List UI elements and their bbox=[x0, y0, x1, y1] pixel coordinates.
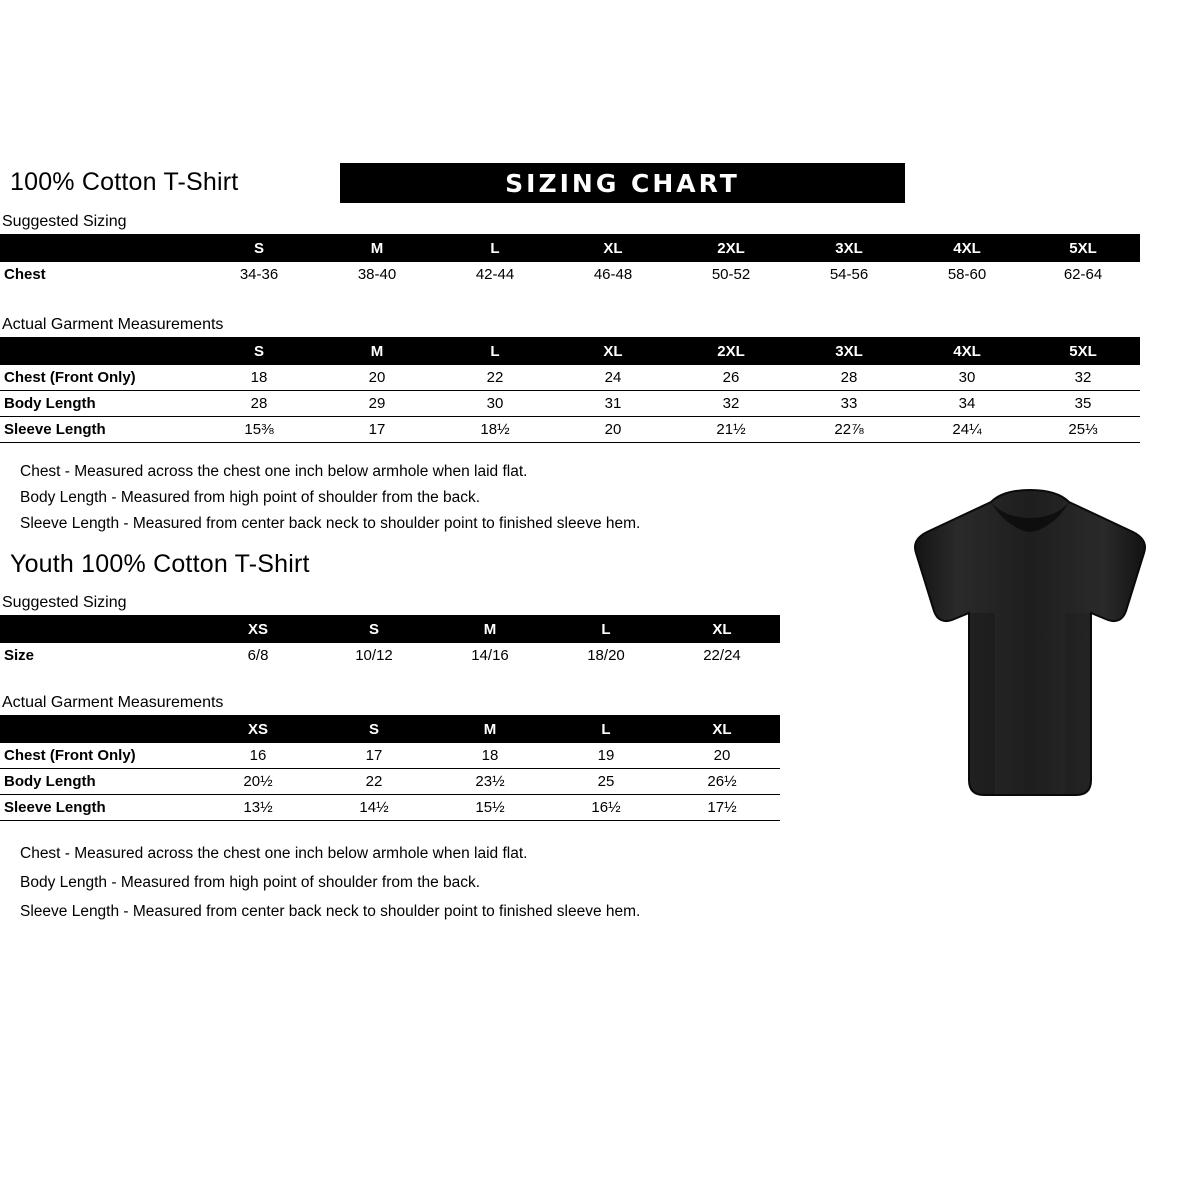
cell-sleeve-xl: 20 bbox=[604, 421, 622, 438]
cell-bodylength-5xl: 35 bbox=[1074, 395, 1092, 412]
cell-chestfront-m: 20 bbox=[368, 369, 386, 386]
cell-sleeve-3xl: 22⅞ bbox=[834, 421, 864, 438]
product-image bbox=[895, 480, 1165, 810]
col-head-m: M bbox=[432, 715, 548, 743]
col-head-xl: XL bbox=[664, 715, 780, 743]
cell-chest-5xl: 62-64 bbox=[1063, 266, 1103, 283]
col-head-m: M bbox=[318, 337, 436, 365]
adult-actual-measurements-label: Actual Garment Measurements bbox=[2, 316, 224, 333]
cell-bodylength-s: 22 bbox=[365, 773, 383, 790]
col-head-s: S bbox=[316, 715, 432, 743]
cell-size-l: 18/20 bbox=[587, 647, 625, 664]
col-head-4xl: 4XL bbox=[908, 337, 1026, 365]
adult-section-title: 100% Cotton T-Shirt bbox=[10, 168, 239, 196]
col-head-m: M bbox=[318, 234, 436, 262]
cell-chestfront-xl: 20 bbox=[713, 747, 731, 764]
row-label-body-length: Body Length bbox=[4, 773, 96, 790]
col-head-5xl: 5XL bbox=[1026, 234, 1140, 262]
cell-chestfront-s: 18 bbox=[250, 369, 268, 386]
table-header-row bbox=[0, 715, 780, 743]
col-head-xs: XS bbox=[200, 615, 316, 643]
col-head-blank bbox=[0, 337, 200, 365]
adult-note-sleeve-length: Sleeve Length - Measured from center back neck to shoulder point to finished sleeve hem. bbox=[20, 515, 641, 532]
cell-chestfront-5xl: 32 bbox=[1074, 369, 1092, 386]
cell-sleeve-l: 16½ bbox=[591, 799, 621, 816]
cell-sleeve-m: 17 bbox=[368, 421, 386, 438]
cell-sleeve-s: 14½ bbox=[359, 799, 389, 816]
col-head-5xl: 5XL bbox=[1026, 337, 1140, 365]
cell-bodylength-l: 25 bbox=[597, 773, 615, 790]
col-head-2xl: 2XL bbox=[672, 234, 790, 262]
cell-size-m: 14/16 bbox=[471, 647, 509, 664]
col-head-xl: XL bbox=[554, 234, 672, 262]
adult-note-body-length: Body Length - Measured from high point of shoulder from the back. bbox=[20, 489, 481, 506]
cell-size-s: 10/12 bbox=[355, 647, 393, 664]
youth-note-chest: Chest - Measured across the chest one inch below armhole when laid flat. bbox=[20, 845, 528, 862]
table-row bbox=[0, 743, 780, 769]
col-head-3xl: 3XL bbox=[790, 234, 908, 262]
row-label-chest-front-only: Chest (Front Only) bbox=[4, 369, 136, 386]
cell-bodylength-xl: 26½ bbox=[707, 773, 737, 790]
sizing-chart-banner-label: SIZING CHART bbox=[505, 168, 740, 198]
youth-actual-measurements-table bbox=[0, 715, 780, 821]
cell-bodylength-m: 29 bbox=[368, 395, 386, 412]
table-header-row bbox=[0, 337, 1140, 365]
cell-sleeve-2xl: 21½ bbox=[716, 421, 746, 438]
col-head-m: M bbox=[432, 615, 548, 643]
cell-sleeve-4xl: 24¼ bbox=[952, 421, 982, 438]
cell-size-xl: 22/24 bbox=[703, 647, 741, 664]
cell-sleeve-5xl: 25⅓ bbox=[1068, 421, 1098, 438]
col-head-xl: XL bbox=[554, 337, 672, 365]
col-head-3xl: 3XL bbox=[790, 337, 908, 365]
table-row bbox=[0, 643, 780, 668]
cell-bodylength-xl: 31 bbox=[604, 395, 622, 412]
row-label-sleeve-length: Sleeve Length bbox=[4, 421, 106, 438]
cell-chest-xl: 46-48 bbox=[593, 266, 633, 283]
cell-chestfront-2xl: 26 bbox=[722, 369, 740, 386]
adult-suggested-sizing-label: Suggested Sizing bbox=[2, 213, 127, 230]
cell-chestfront-xs: 16 bbox=[249, 747, 267, 764]
col-head-s: S bbox=[200, 337, 318, 365]
cell-sleeve-s: 15⅜ bbox=[244, 421, 274, 438]
row-label-chest-front-only: Chest (Front Only) bbox=[4, 747, 136, 764]
table-header-row bbox=[0, 615, 780, 643]
cell-sleeve-xl: 17½ bbox=[707, 799, 737, 816]
row-label-body-length: Body Length bbox=[4, 395, 96, 412]
cell-bodylength-4xl: 34 bbox=[958, 395, 976, 412]
col-head-xl: XL bbox=[664, 615, 780, 643]
youth-actual-measurements-label: Actual Garment Measurements bbox=[2, 694, 224, 711]
cell-bodylength-l: 30 bbox=[486, 395, 504, 412]
youth-suggested-sizing-label: Suggested Sizing bbox=[2, 594, 127, 611]
table-row bbox=[0, 795, 780, 821]
cell-bodylength-xs: 20½ bbox=[243, 773, 273, 790]
cell-chestfront-4xl: 30 bbox=[958, 369, 976, 386]
row-label-size: Size bbox=[4, 647, 35, 664]
col-head-l: L bbox=[436, 234, 554, 262]
col-head-2xl: 2XL bbox=[672, 337, 790, 365]
table-row bbox=[0, 417, 1140, 443]
col-head-xs: XS bbox=[200, 715, 316, 743]
adult-note-chest: Chest - Measured across the chest one inch below armhole when laid flat. bbox=[20, 463, 528, 480]
row-label-chest: Chest bbox=[4, 266, 46, 283]
adult-actual-measurements-table bbox=[0, 337, 1140, 443]
table-row bbox=[0, 365, 1140, 391]
table-row bbox=[0, 391, 1140, 417]
cell-chest-4xl: 58-60 bbox=[947, 266, 987, 283]
cell-chestfront-l: 19 bbox=[597, 747, 615, 764]
table-row bbox=[0, 262, 1140, 287]
col-head-l: L bbox=[548, 715, 664, 743]
youth-section-title: Youth 100% Cotton T-Shirt bbox=[10, 550, 310, 578]
cell-bodylength-2xl: 32 bbox=[722, 395, 740, 412]
cell-chestfront-s: 17 bbox=[365, 747, 383, 764]
cell-chest-m: 38-40 bbox=[357, 266, 397, 283]
col-head-l: L bbox=[436, 337, 554, 365]
cell-sleeve-xs: 13½ bbox=[243, 799, 273, 816]
col-head-4xl: 4XL bbox=[908, 234, 1026, 262]
sizing-chart-banner bbox=[340, 163, 905, 203]
t-shirt-icon bbox=[895, 480, 1165, 810]
table-header-row bbox=[0, 234, 1140, 262]
cell-sleeve-l: 18½ bbox=[480, 421, 510, 438]
youth-note-sleeve-length: Sleeve Length - Measured from center back neck to shoulder point to finished sleeve hem. bbox=[20, 903, 641, 920]
cell-chestfront-l: 22 bbox=[486, 369, 504, 386]
cell-size-xs: 6/8 bbox=[247, 647, 269, 664]
youth-note-body-length: Body Length - Measured from high point of shoulder from the back. bbox=[20, 874, 481, 891]
table-row bbox=[0, 769, 780, 795]
cell-chest-l: 42-44 bbox=[475, 266, 515, 283]
cell-chest-s: 34-36 bbox=[239, 266, 279, 283]
col-head-blank bbox=[0, 234, 200, 262]
cell-chest-2xl: 50-52 bbox=[711, 266, 751, 283]
cell-bodylength-m: 23½ bbox=[475, 773, 505, 790]
col-head-blank bbox=[0, 615, 200, 643]
cell-chest-3xl: 54-56 bbox=[829, 266, 869, 283]
col-head-blank bbox=[0, 715, 200, 743]
cell-chestfront-xl: 24 bbox=[604, 369, 622, 386]
youth-suggested-sizing-table bbox=[0, 615, 780, 668]
cell-bodylength-s: 28 bbox=[250, 395, 268, 412]
cell-chestfront-m: 18 bbox=[481, 747, 499, 764]
col-head-s: S bbox=[316, 615, 432, 643]
col-head-s: S bbox=[200, 234, 318, 262]
row-label-sleeve-length: Sleeve Length bbox=[4, 799, 106, 816]
cell-bodylength-3xl: 33 bbox=[840, 395, 858, 412]
col-head-l: L bbox=[548, 615, 664, 643]
adult-suggested-sizing-table bbox=[0, 234, 1140, 287]
cell-sleeve-m: 15½ bbox=[475, 799, 505, 816]
cell-chestfront-3xl: 28 bbox=[840, 369, 858, 386]
